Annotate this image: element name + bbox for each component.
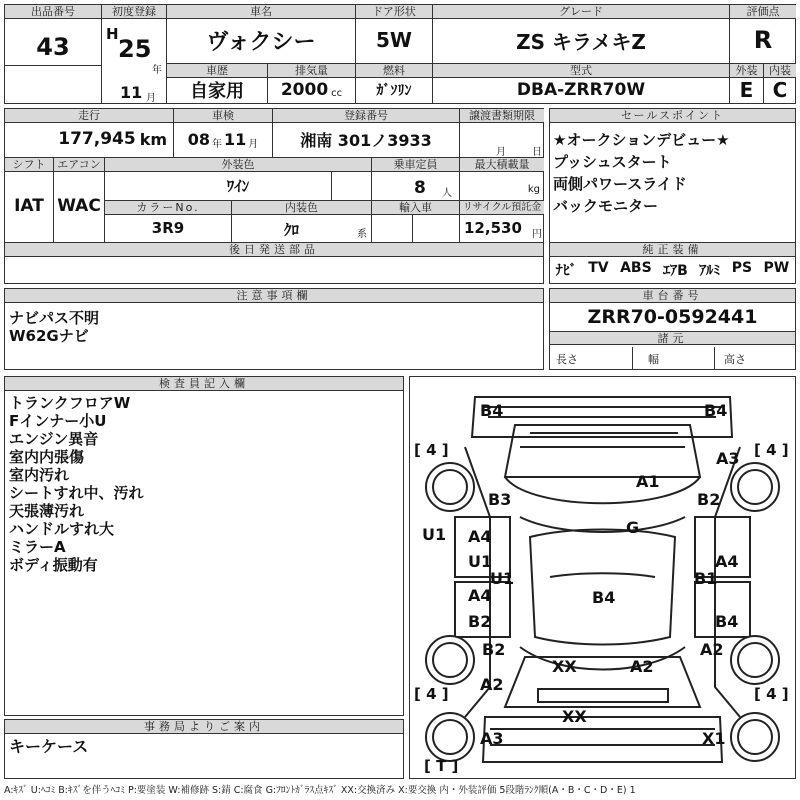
sales-block: [549, 108, 796, 284]
inspector-block: [4, 376, 404, 716]
fuel: ｶﾞｿﾘﾝ: [376, 83, 412, 99]
lot-label: 出品番号: [5, 5, 101, 19]
inspection-year: 08: [187, 129, 210, 149]
color-no: 3R9: [151, 219, 185, 237]
later-parts-cell: [5, 243, 543, 283]
model: DBA-ZRR70W: [516, 80, 646, 100]
grade-cell: [433, 5, 729, 63]
spec-height: 高さ: [724, 353, 746, 366]
int-color: ｸﾛ: [284, 221, 300, 239]
model-cell: [433, 64, 729, 103]
shift-cell: [5, 158, 53, 242]
sales-points-list: [553, 131, 730, 215]
chassis-block: [549, 288, 796, 370]
mark-xx1: XX: [552, 657, 577, 676]
tire-spare: [ T ]: [424, 757, 459, 775]
mark-b4-tr: B4: [704, 401, 728, 420]
mileage-unit: km: [139, 129, 167, 149]
mileage: 177,945: [58, 129, 136, 149]
sales-point: 両側パワースライド: [553, 175, 687, 193]
sales-point: プッシュスタート: [553, 153, 672, 171]
first-reg-month-unit: 月: [146, 93, 156, 104]
mark-a3-bl: A3: [480, 729, 504, 748]
legend: A:ｷｽﾞ U:ﾍｺﾐ B:ｷｽﾞを伴うﾍｺﾐ P:要塗装 W:補修跡 S:錆 C:腐食 G:ﾌﾛﾝﾄｶﾞﾗｽ点ｷｽﾞ XX:交換済み X:要交換 内・外装評価 5段階ﾗﾝｸ順(A・B・C・D・E) 1: [4, 785, 636, 796]
door-type: 5W: [376, 28, 412, 52]
tire-br: [ 4 ]: [754, 685, 789, 703]
car-name-cell: [167, 5, 355, 63]
capacity-label: 乗車定員: [372, 158, 459, 172]
first-reg-era: H: [106, 25, 119, 43]
import-label: 輸入車: [372, 201, 459, 215]
color-no-cell: [105, 201, 231, 242]
capacity-cell: [372, 158, 459, 200]
sales-points-label: セールスポイント: [550, 109, 795, 123]
equipment-item: ｴｱB: [663, 263, 688, 279]
mark-b1-r: B1: [694, 569, 718, 588]
first-reg-month: 11: [120, 83, 143, 102]
car-diagram: [409, 376, 796, 779]
mark-b2-l2: B2: [482, 640, 506, 659]
spec-length: 長さ: [556, 353, 578, 366]
int-score-cell: [764, 64, 796, 103]
inspector-line: ボディ振動有: [9, 556, 98, 574]
mark-a4-l2: A4: [468, 586, 492, 605]
car-name: ヴォクシー: [206, 29, 316, 55]
mileage-label: 走行: [5, 109, 173, 123]
max-load-unit: kg: [527, 184, 540, 195]
displacement-cell: [268, 64, 355, 103]
inspection-month-unit: 月: [248, 138, 259, 150]
equipment-item: PW: [763, 260, 790, 276]
recycle: 12,530: [464, 219, 522, 237]
inspector-line: エンジン異音: [9, 430, 99, 448]
transfer-month-unit: 月: [496, 147, 506, 158]
mark-a2-r: A2: [700, 640, 724, 659]
tire-bl: [ 4 ]: [414, 685, 449, 703]
mark-u1-l3: U1: [490, 569, 515, 588]
details-block: [4, 108, 544, 284]
equipment-item: ABS: [620, 260, 652, 276]
equipment-list: [550, 260, 795, 280]
mark-b2-l: B2: [468, 612, 492, 631]
score: R: [753, 26, 773, 54]
tire-tl: [ 4 ]: [414, 441, 449, 459]
transfer-day-unit: 日: [532, 147, 542, 158]
displacement-unit: cc: [331, 87, 343, 99]
import-cell: [372, 201, 459, 242]
lot-cell: [5, 5, 101, 103]
score-label: 評価点: [730, 5, 796, 19]
inspector-line: ミラーA: [9, 538, 66, 556]
plate-label: 登録番号: [273, 109, 459, 123]
int-color-cell: [232, 201, 371, 242]
mark-a3-tr: A3: [716, 449, 740, 468]
aircon: WAC: [57, 196, 101, 216]
first-reg-label: 初度登録: [102, 5, 166, 19]
inspection-month: 11: [224, 129, 247, 149]
first-reg-year: 25: [118, 35, 152, 63]
caution-label: 注意事項欄: [5, 289, 543, 303]
equipment-label: 純正装備: [550, 243, 795, 257]
first-reg-cell: [102, 5, 166, 103]
inspector-line: 室内汚れ: [9, 466, 70, 484]
office-note: キーケース: [9, 737, 89, 756]
car-outline-drawing: [410, 377, 795, 778]
displacement: 2000: [280, 80, 329, 100]
inspector-line: 天張薄汚れ: [9, 502, 85, 520]
equipment-item: ﾅﾋﾞ: [555, 263, 577, 279]
history-cell: [167, 64, 267, 103]
top-block: [4, 4, 796, 104]
inspector-line: 室内内張傷: [9, 448, 85, 466]
transfer-cell: [460, 109, 544, 157]
mark-g: G: [626, 518, 640, 537]
recycle-label: リサイクル預託金: [460, 201, 544, 215]
inspector-line: Fインナー小U: [9, 412, 107, 430]
inspector-line: シートすれ中、汚れ: [9, 484, 144, 502]
model-label: 型式: [433, 64, 729, 78]
ext-color-label: 外装色: [105, 158, 371, 172]
inspection-label: 車検: [174, 109, 272, 123]
recycle-unit: 円: [532, 229, 542, 240]
ext-score: E: [739, 78, 754, 102]
later-parts-label: 後日発送部品: [5, 243, 543, 257]
plate: 湘南 301ノ3933: [300, 130, 432, 150]
office-label: 事務局よりご案内: [5, 720, 403, 734]
ext-color: ﾜｲﾝ: [226, 177, 250, 195]
grade-label: グレード: [433, 5, 729, 19]
caution-block: [4, 288, 544, 370]
max-load-label: 最大積載量: [460, 158, 544, 172]
mark-b4-r: B4: [715, 612, 739, 631]
history-label: 車歴: [167, 64, 267, 78]
specs-label: 諸元: [550, 331, 795, 345]
mark-a2-l: A2: [480, 675, 504, 694]
first-reg-year-unit: 年: [152, 65, 162, 76]
shift-label: シフト: [5, 158, 53, 172]
mark-a2-c: A2: [630, 657, 654, 676]
aircon-cell: [54, 158, 104, 242]
door-label: ドア形状: [356, 5, 432, 19]
grade: ZS キラメキZ: [516, 29, 646, 54]
office-block: [4, 719, 404, 779]
capacity: 8: [414, 178, 426, 198]
mark-b3: B3: [488, 490, 512, 509]
inspector-line: トランクフロアW: [9, 394, 131, 412]
mark-x1-br: X1: [702, 729, 726, 748]
aircon-label: エアコン: [54, 158, 104, 172]
recycle-cell: [460, 201, 544, 242]
int-color-label: 内装色: [232, 201, 371, 215]
mileage-cell: [5, 109, 173, 157]
mark-a4-r1: A4: [715, 552, 739, 571]
spec-width: 幅: [648, 353, 659, 366]
shift: IAT: [14, 196, 44, 216]
fuel-label: 燃料: [356, 64, 432, 78]
transfer-label: 譲渡書類期限: [460, 109, 544, 123]
displacement-label: 排気量: [268, 64, 355, 78]
plate-cell: [273, 109, 459, 157]
inspector-line: ハンドルすれ大: [9, 520, 115, 538]
sales-point: バックモニター: [553, 197, 659, 215]
tire-tr: [ 4 ]: [754, 441, 789, 459]
mark-u1-l2: U1: [468, 552, 493, 571]
capacity-unit: 人: [442, 188, 452, 199]
ext-score-label: 外装: [730, 64, 763, 78]
history: 自家用: [190, 81, 244, 102]
score-cell: [730, 5, 796, 63]
mark-b2-r: B2: [697, 490, 721, 509]
chassis-number: ZRR70-0592441: [587, 306, 758, 328]
int-score: C: [772, 78, 788, 102]
ext-score-cell: [730, 64, 763, 103]
color-no-label: カラーNo.: [105, 201, 231, 215]
sales-point: ★オークションデビュー★: [553, 131, 730, 149]
equipment-item: TV: [588, 260, 609, 276]
fuel-cell: [356, 64, 432, 103]
door-cell: [356, 5, 432, 63]
mark-a1: A1: [636, 472, 660, 491]
mark-u1-l: U1: [422, 525, 447, 544]
inspection-cell: [174, 109, 272, 157]
equipment-item: PS: [731, 260, 753, 276]
caution-line: W62Gナビ: [9, 327, 89, 345]
caution-line: ナビパス不明: [9, 309, 100, 327]
mark-b4-tl: B4: [480, 401, 504, 420]
inspection-year-unit: 年: [212, 138, 222, 150]
car-name-label: 車名: [167, 5, 355, 19]
inspector-label: 検査員記入欄: [5, 377, 403, 391]
mark-xx2: XX: [562, 707, 587, 726]
int-color-unit: 系: [357, 229, 367, 240]
int-score-label: 内装: [764, 64, 796, 78]
equipment-item: ｱﾙﾐ: [699, 263, 721, 279]
mark-a4-l1: A4: [468, 527, 492, 546]
mark-b4-c: B4: [592, 588, 616, 607]
lot-number: 43: [36, 33, 70, 61]
chassis-label: 車台番号: [550, 289, 795, 303]
max-load-cell: [460, 158, 544, 200]
